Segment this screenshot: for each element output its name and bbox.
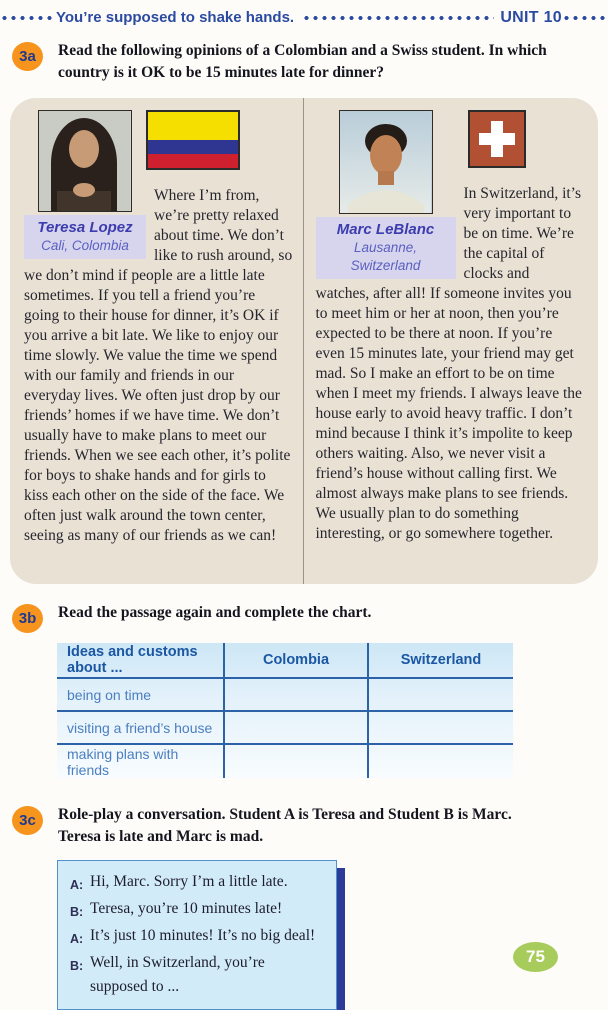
task-badge-3c: 3c [12,806,43,835]
unit-title: You’re supposed to shake hands. [56,9,295,26]
section-3a-header [12,40,596,84]
instruction-3a: Read the following opinions of a Colombian and a Swiss student. In which country is it OK to be 15 minutes late for dinner? [58,42,547,81]
student-column-marc [303,98,599,584]
unit-header [0,0,608,26]
dot-leader [0,14,54,22]
table-cell-empty [223,679,367,712]
marc-photo [339,110,433,214]
marc-passage: In Switzerland, it’s very important to be on time. We’re the capital of clocks and watches, after all! If someone invites you to meet him or her at noon, then you’re expected to be there at noon. If you’re even 15 minutes late, your friend may get mad. So I make an effort to be on time when I meet my friends. I always leave the house early to avoid heavy traffic. I don’t mind because I think it’s impolite to keep others waiting. Also, we never visit a friend’s house without calling first. We almost always make plans to see friends. We usually plan to do something interesting, or go somewhere together. [315,185,582,542]
task-badge-3a: 3a [12,42,43,71]
teresa-photo [38,110,132,212]
dialogue-line [70,951,326,999]
complete-the-chart-table [57,643,513,778]
dot-leader [562,14,608,22]
table-header-colombia: Colombia [223,643,367,679]
table-cell-empty [367,679,513,712]
switzerland-flag [468,110,526,168]
speaker-label: A: [70,932,84,946]
table-row-label: visiting a friend’s house [57,712,223,745]
table-cell-empty [223,712,367,745]
dialogue-line [70,870,326,897]
marc-photo-block [316,110,456,279]
section-3b-header [12,602,596,633]
dialogue-text: Teresa, you’re 10 minutes late! [90,900,283,917]
table-row-label: being on time [57,679,223,712]
instruction-3c: Role-play a conversation. Student A is Teresa and Student B is Marc. Teresa is late and Marc is mad. [58,806,512,845]
page-number-badge: 75 [513,942,558,972]
table-header-switzerland: Switzerland [367,643,513,679]
marc-name-tag [316,217,456,279]
teresa-photo-block [24,110,146,259]
table-cell-empty [367,745,513,778]
student-column-teresa [10,98,303,584]
task-badge-3b: 3b [12,604,43,633]
dialogue-text: Hi, Marc. Sorry I’m a little late. [90,873,288,890]
speaker-label: A: [70,878,84,892]
student-location: Lausanne, Switzerland [350,240,421,273]
speaker-label: B: [70,959,84,973]
teresa-portrait-illustration [39,111,130,211]
section-3c-header [12,804,596,848]
unit-number: UNIT 10 [500,8,562,26]
student-name: Teresa Lopez [37,219,133,236]
student-location: Cali, Colombia [41,238,129,253]
reading-box [10,98,598,584]
table-header-ideas: Ideas and customs about ... [57,643,223,679]
table-cell-empty [367,712,513,745]
dot-leader [302,14,494,22]
dialogue-box [57,860,337,1010]
dialogue-text: Well, in Switzerland, you’re supposed to ... [90,954,265,995]
dialogue-line [70,897,326,924]
marc-portrait-illustration [340,111,431,213]
speaker-label: B: [70,905,84,919]
teresa-passage: Where I’m from, we’re pretty relaxed about time. We don’t like to rush around, so we don’t mind if people are a little late sometimes. If you tell a friend you’re going to their house for dinner, it’s OK if you arrive a bit late. We like to enjoy our time slowly. We value the time we spend with our family and friends in our everyday lives. We often just drop by our friends’ homes if we have time. We don’t usually have to make plans to meet our friends. When we see each other, it’s polite for boys to shake hands and for girls to kiss each other on the side of the face. We often just walk around the town center, seeing as many of our friends as we can! [24,187,293,544]
dialogue-text: It’s just 10 minutes! It’s no big deal! [90,927,316,944]
teresa-name-tag [24,215,146,259]
colombia-flag [146,110,240,170]
table-row-label: making plans with friends [67,745,179,778]
instruction-3b: Read the passage again and complete the chart. [58,604,372,621]
dialogue-line [70,924,326,951]
student-name: Marc LeBlanc [336,221,435,238]
table-cell-empty [223,745,367,778]
